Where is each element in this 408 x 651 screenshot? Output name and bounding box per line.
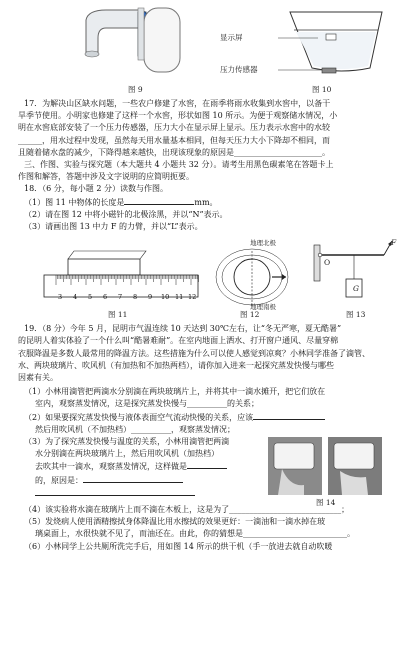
fig9-caption: 图 9 (128, 85, 143, 94)
q19-sub-1 (18, 386, 394, 410)
ruler-tick-label: 4 (73, 293, 78, 302)
q19-sub-1-line: 室内，观察蒸发情况，这是探究蒸发快慢与__________的关系； (35, 399, 259, 409)
ruler-tick-label: 12 (188, 293, 197, 302)
ruler-tick-label: 3 (58, 293, 63, 302)
section-3-line: 作图和解答，答题中涉及文字说明的应简明扼要。 (18, 172, 194, 182)
answer-blank[interactable] (83, 474, 183, 483)
q19-line: 因素有关。 (18, 373, 58, 383)
fig10-label-display: 显示屏 (220, 33, 243, 42)
q19-sub-3-line: （3）为了探究蒸发快慢与温度的关系，小林用滴管把两滴 (24, 437, 230, 447)
section-3-heading (18, 159, 394, 183)
q17-line: 明在水窖底部安装了一个压力传感器，压力大小在显示屏上显示。压力表示水窖中的水较 (18, 123, 330, 133)
ruler-tick-label: 7 (118, 293, 123, 302)
q19-sub-5-line: （5）发烧病人使用酒精擦拭身体降温比用水擦拭的效果更好：一滴油和一滴水掉在玻 (24, 517, 326, 527)
q18-item-3: （3）请画出图 13 中力 F 的力臂，并以“L”表示。 (24, 222, 203, 232)
ruler-tick-label: 8 (133, 293, 138, 302)
fig13-pivot-label: O (324, 258, 331, 268)
question-17 (18, 98, 394, 159)
question-19 (18, 323, 394, 553)
q19-line: 19．（8 分）今年 5 月，昆明市气温连续 10 天达到 30℃左右，让“冬无严寒，夏无酷暑” (24, 324, 342, 334)
q19-sub-4: （4）该实验将水滴在玻璃片上而不滴在木板上，这是为了____________________________； (24, 505, 350, 515)
fig13-force-label: F (391, 238, 397, 248)
q19-sub-3-line: 水分别滴在两块玻璃片上，然后用吹风机（加热档） (35, 449, 219, 459)
q19-line: 衣服降温是多数人最常用的降温方法。这些措施为什么可以使人感觉到凉爽？小林同学准备了滴管、 (18, 348, 370, 358)
section-3-line: 三、作图、实验与探究题（本大题共 4 小题共 32 分）。请考生用黑色碳素笔在答题卡上 (24, 160, 334, 170)
q19-sub-3-line: 去吹其中一滴水，观察蒸发情况，这样做是 (18, 460, 394, 473)
answer-blank[interactable] (187, 460, 227, 469)
q17-line: 17．为解决山区缺水问题，一些农户修建了水窖，在雨季将雨水收集到水窖中，以备干 (24, 99, 331, 108)
lever-figure (312, 238, 397, 309)
fig13-weight-label: G (353, 284, 359, 294)
q18-header: 18．（6 分，每小题 2 分）读数与作图。 (24, 184, 168, 194)
fig12-north-label: 地理北极 (250, 239, 276, 248)
q19-sub-6: （6）小林同学上公共厕所洗完手后，用如图 14 所示的烘干机（手一放进去就自动吹暖 (24, 541, 333, 551)
ruler-tick-label: 11 (175, 293, 184, 302)
ruler-tick-label: 5 (88, 293, 93, 302)
q19-line: 的昆明人着实体验了一个什么叫“酷暑难耐”。在室内地面上洒水、打开窗户通风、尽量穿棉 (18, 336, 339, 346)
q19-sub-2-line: 然后用吹风机（不加热档）__________，观察蒸发情况； (35, 424, 235, 434)
q18-item-2: （2）请在图 12 中将小磁针的北极涂黑，并以“N”表示。 (24, 209, 228, 219)
ruler-tick-label: 6 (103, 293, 108, 302)
q19-sub-1-line: （1）小林用滴管把两滴水分别滴在两块玻璃片上，并将其中一滴水摊开，把它们放在 (24, 387, 326, 397)
fig10-label-sensor: 压力传感器 (220, 65, 258, 74)
q19-line: 水、两块玻璃片、吹风机（有加热和不加热两档），请你加入进来一起探究蒸发快慢与哪些 (18, 360, 334, 370)
q19-sub-2-3-block (18, 411, 394, 507)
fig13-caption: 图 13 (346, 310, 366, 320)
question-18 (18, 183, 394, 233)
middle-figure-row (18, 235, 397, 321)
answer-blank[interactable] (124, 196, 194, 205)
fig14-caption: 图 14 (316, 497, 336, 507)
hand-dryer-photo (268, 437, 382, 507)
fig12-south-label: 地理南极 (250, 303, 276, 312)
fig12-caption: 图 12 (240, 310, 260, 320)
ruler-tick-label: 10 (161, 293, 170, 302)
hand-dryer-figure (268, 437, 382, 495)
faucet-figure (78, 2, 188, 82)
fig10-caption: 图 10 (312, 85, 332, 94)
answer-blank[interactable] (253, 411, 325, 420)
ruler-tick-label: 9 (148, 293, 153, 302)
q19-sub-5-line: 璃桌面上，水很快就不见了，而油还在。由此，你的猜想是__________________________。 (35, 529, 355, 539)
q18-item-1: （1）图 11 中物体的长度是 mm。 (24, 197, 218, 207)
q17-line: 且随着储水盘的减少，下降得越来越快，出现该现象的原因是______________________。 (18, 147, 330, 157)
q19-sub-2-line: （2）如果要探究蒸发快慢与液体表面空气流动快慢的关系，应该 (18, 411, 394, 424)
top-figure-row (18, 0, 394, 98)
q17-line: 旱季节使用。小明家也修建了这样一个水窖，形状如图 10 所示。为便于观察储水情况，小 (18, 111, 338, 121)
fig11-caption: 图 11 (108, 310, 128, 320)
q17-line: ______，用水过程中发现，虽然每天用水量基本相同，但每天压力大小下降却不相同，而 (18, 135, 330, 145)
q19-sub-3-line: 的，原因是： (18, 474, 394, 487)
ruler-tick-labels (44, 291, 204, 301)
answer-blank[interactable] (35, 487, 195, 496)
